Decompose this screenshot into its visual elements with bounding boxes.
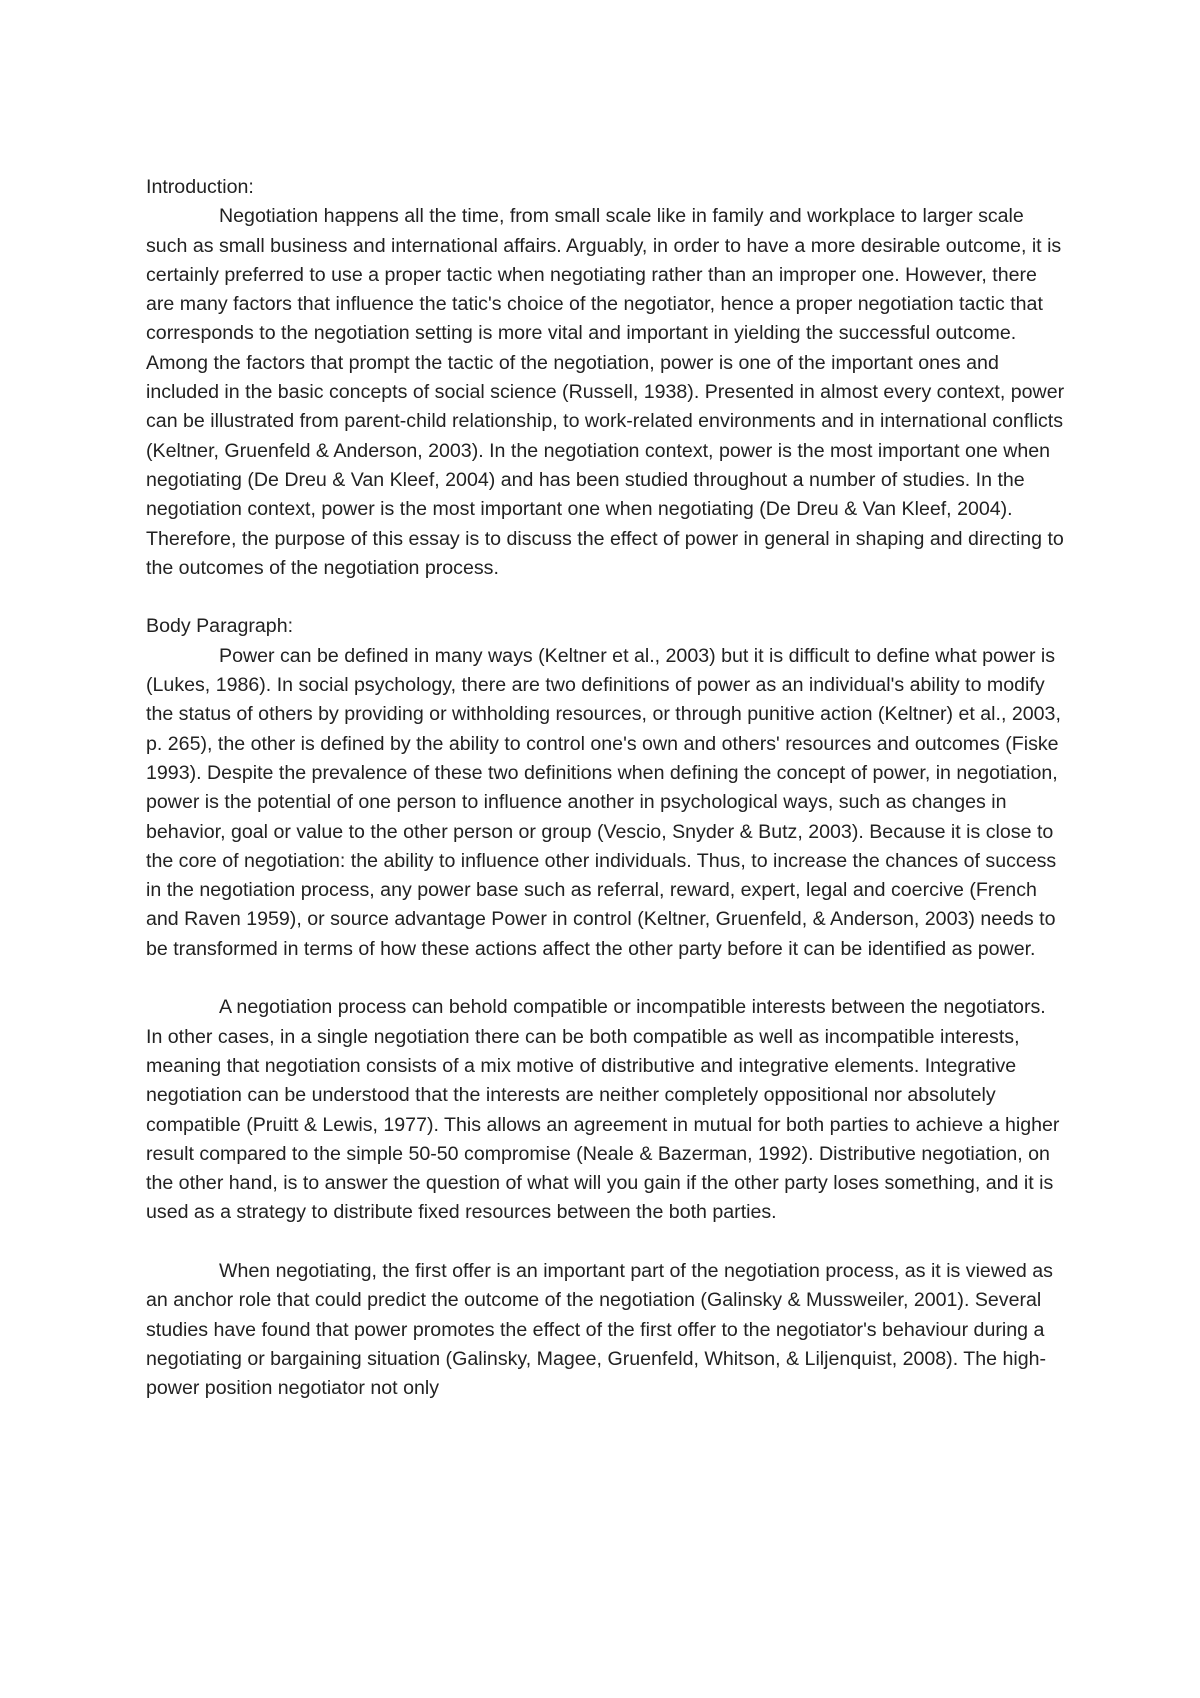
body-paragraph-3: When negotiating, the first offer is an important part of the negotiation process, as it is viewed as an anchor role that could predict the outcome of the negotiation (Galinsky & Mussweiler, 2001). Several studies have found that power promotes the effect of the first offer to the negotiator's behaviour during a negotiating or bargaining situation (Galinsky, Magee, Gruenfeld, Whitson, & Liljenquist, 2008). The high-power position negotiator not only [146,1259,1053,1400]
body-paragraph-1: Power can be defined in many ways (Keltner et al., 2003) but it is difficult to define what power is (Lukes, 1986). In social psychology, there are two definitions of power as an individual's ability to modify the status of others by providing or withholding resources, or through punitive action (Keltner) et al., 2003, p. 265), the other is defined by the ability to control one's own and others' resources and outcomes (Fiske 1993). Despite the prevalence of these two definitions when defining the concept of power, in negotiation, power is the potential of one person to influence another in psychological ways, such as changes in behavior, goal or value to the other person or group (Vescio, Snyder & Butz, 2003). Because it is close to the core of negotiation: the ability to influence other individuals. Thus, to increase the chances of success in the negotiation process, any power base such as referral, reward, expert, legal and coercive (French and Raven 1959), or source advantage Power in control (Keltner, Gruenfeld, & Anderson, 2003) needs to be transformed in terms of how these actions affect the other party before it can be identified as power. [146,644,1061,960]
body-heading: Body Paragraph: [146,615,294,638]
introduction-heading: Introduction: [146,176,254,198]
paragraph-spacer [146,1228,1066,1257]
document-page [146,173,1066,1403]
paragraph-spacer [146,964,1066,993]
section-spacer [146,583,1066,612]
introduction-paragraph: Negotiation happens all the time, from small scale like in family and workplace to larger scale such as small business and international affairs. Arguably, in order to have a more desirable outcome, it is certainly preferred to use a proper tactic when negotiating rather than an improper one. However, there are many factors that influence the tatic's choice of the negotiator, hence a proper negotiation tactic that corresponds to the negotiation setting is more vital and important in yielding the successful outcome. Among the factors that prompt the tactic of the negotiation, power is one of the important ones and included in the basic concepts of social science (Russell, 1938). Presented in almost every context, power can be illustrated from parent-child relationship, to work-related environments and in international conflicts (Keltner, Gruenfeld & Anderson, 2003). In the negotiation context, power is the most important one when negotiating (De Dreu & Van Kleef, 2004) and has been studied throughout a number of studies. In the negotiation context, power is the most important one when negotiating (De Dreu & Van Kleef, 2004). Therefore, the purpose of this essay is to discuss the effect of power in general in shaping and directing to the outcomes of the negotiation process. [146,205,1065,579]
body-paragraph-2: A negotiation process can behold compatible or incompatible interests between the negotiators. In other cases, in a single negotiation there can be both compatible as well as incompatible interests, meaning that negotiation consists of a mix motive of distributive and integrative elements. Integrative negotiation can be understood that the interests are neither completely oppositional nor absolutely compatible (Pruitt & Lewis, 1977). This allows an agreement in mutual for both parties to achieve a higher result compared to the simple 50-50 compromise (Neale & Bazerman, 1992). Distributive negotiation, on the other hand, is to answer the question of what will you gain if the other party loses something, and it is used as a strategy to distribute fixed resources between the both parties. [146,996,1060,1224]
